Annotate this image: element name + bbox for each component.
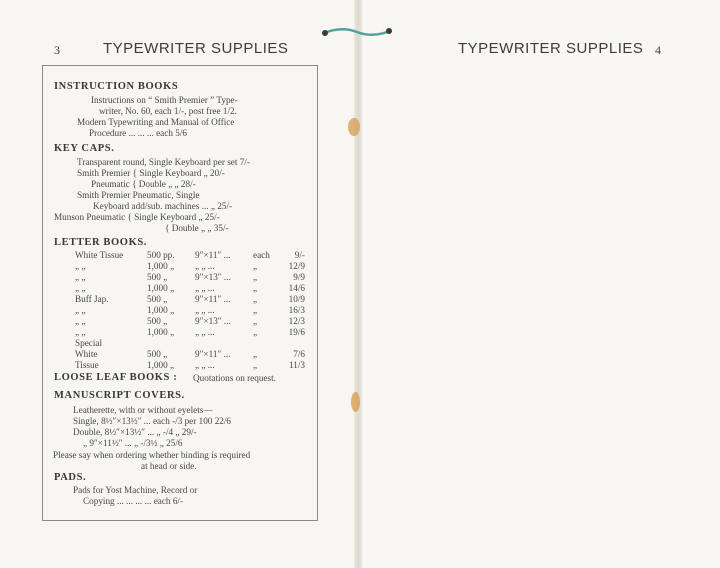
section-title: LETTER BOOKS. [54, 237, 147, 248]
right-page [358, 0, 720, 568]
book-spine [354, 0, 362, 568]
text-line: Quotations on request. [193, 373, 276, 383]
table-cell: 9″×11″ ... [195, 294, 231, 304]
text-line: Smith Premier Pneumatic, Single [77, 190, 200, 200]
table-cell: 9″×11″ ... [195, 250, 231, 260]
table-cell: 7/6 [293, 349, 305, 359]
left-page-header: TYPEWRITER SUPPLIES [103, 40, 289, 57]
table-cell: „ [253, 283, 258, 293]
text-line: writer, No. 60, each 1/-, post free 1/2. [99, 106, 237, 116]
table-cell: 500 „ [147, 272, 168, 282]
rust-stain [351, 392, 360, 412]
text-line: at head or side. [141, 461, 197, 471]
table-cell: „ „ [75, 272, 86, 282]
table-cell: 1,000 „ [147, 261, 175, 271]
table-cell: 1,000 „ [147, 305, 175, 315]
text-line: Smith Premier { Single Keyboard „ 20/- [77, 168, 225, 178]
text-line: Double, 8½″×13½″ ... „ -/4 „ 29/- [73, 427, 197, 437]
text-line: Please say when ordering whether binding is required [53, 450, 251, 460]
rust-stain [348, 118, 360, 136]
table-cell: „ [253, 327, 258, 337]
text-line: Copying ... ... ... ... each 6/- [83, 496, 184, 506]
text-line: Munson Pneumatic { Single Keyboard „ 25/- [54, 212, 220, 222]
text-line: „ 9″×11½″ ... „ -/3½ „ 25/6 [83, 438, 183, 448]
binding-string-icon [322, 25, 392, 39]
table-cell: „ „ ... [195, 305, 215, 315]
table-cell: 500 „ [147, 316, 168, 326]
left-page [0, 0, 358, 568]
table-cell: 500 pp. [147, 250, 175, 260]
table-cell: „ [253, 305, 258, 315]
table-cell: „ „ ... [195, 360, 215, 370]
table-cell: 14/6 [288, 283, 305, 293]
text-line: Transparent round, Single Keyboard per set 7/- [77, 157, 250, 167]
section-title: LOOSE LEAF BOOKS : [54, 372, 178, 383]
text-line: Instructions on “ Smith Premier ” Type- [91, 95, 238, 105]
table-cell: 16/3 [288, 305, 305, 315]
text-line: Leatherette, with or without eyelets— [73, 405, 213, 415]
table-cell: Buff Jap. [75, 294, 109, 304]
section-title: MANUSCRIPT COVERS. [54, 390, 185, 401]
table-cell: „ „ [75, 327, 86, 337]
table-cell: 1,000 „ [147, 283, 175, 293]
table-cell: 500 „ [147, 294, 168, 304]
table-cell: „ [253, 360, 258, 370]
right-page-number: 4 [655, 43, 661, 57]
section-title: PADS. [54, 472, 87, 483]
table-cell: „ [253, 261, 258, 271]
table-cell: Special [75, 338, 103, 348]
table-cell: „ „ [75, 283, 86, 293]
table-cell: „ [253, 272, 258, 282]
left-content-box [42, 65, 318, 521]
table-cell: „ [253, 294, 258, 304]
table-cell: 12/9 [288, 261, 305, 271]
table-cell: „ „ [75, 261, 86, 271]
table-cell: 9/- [294, 250, 305, 260]
text-line: { Double „ „ 35/- [165, 223, 229, 233]
table-cell: each [253, 250, 270, 260]
text-line: Single, 8½″×13½″ ... each -/3 per 100 22/6 [73, 416, 232, 426]
text-line: Pneumatic { Double „ „ 28/- [91, 179, 196, 189]
table-cell: 11/3 [289, 360, 305, 370]
table-cell: „ „ [75, 316, 86, 326]
table-cell: 12/3 [288, 316, 305, 326]
table-cell: „ [253, 349, 258, 359]
table-cell: 9″×11″ ... [195, 349, 231, 359]
text-line: Keyboard add/sub. machines ... „ 25/- [93, 201, 233, 211]
table-cell: „ „ ... [195, 261, 215, 271]
table-cell: „ [253, 316, 258, 326]
table-cell: „ „ [75, 305, 86, 315]
text-line: Pads for Yost Machine, Record or [73, 485, 198, 495]
text-line: Procedure ... ... ... each 5/6 [89, 128, 187, 138]
table-cell: 9/9 [293, 272, 305, 282]
table-cell: 19/6 [288, 327, 305, 337]
section-title: INSTRUCTION BOOKS [54, 81, 179, 92]
table-cell: 1,000 „ [147, 360, 175, 370]
table-cell: White [75, 349, 98, 359]
right-page-header: TYPEWRITER SUPPLIES [458, 40, 644, 57]
table-cell: 10/9 [288, 294, 305, 304]
text-line: Modern Typewriting and Manual of Office [77, 117, 235, 127]
table-cell: 9″×13″ ... [195, 272, 231, 282]
section-title: KEY CAPS. [54, 143, 115, 154]
table-cell: 9″×13″ ... [195, 316, 231, 326]
table-cell: Tissue [75, 360, 99, 370]
table-cell: 1,000 „ [147, 327, 175, 337]
table-cell: 500 „ [147, 349, 168, 359]
table-cell: „ „ ... [195, 283, 215, 293]
left-page-number: 3 [54, 43, 60, 57]
table-cell: „ „ ... [195, 327, 215, 337]
table-cell: White Tissue [75, 250, 124, 260]
